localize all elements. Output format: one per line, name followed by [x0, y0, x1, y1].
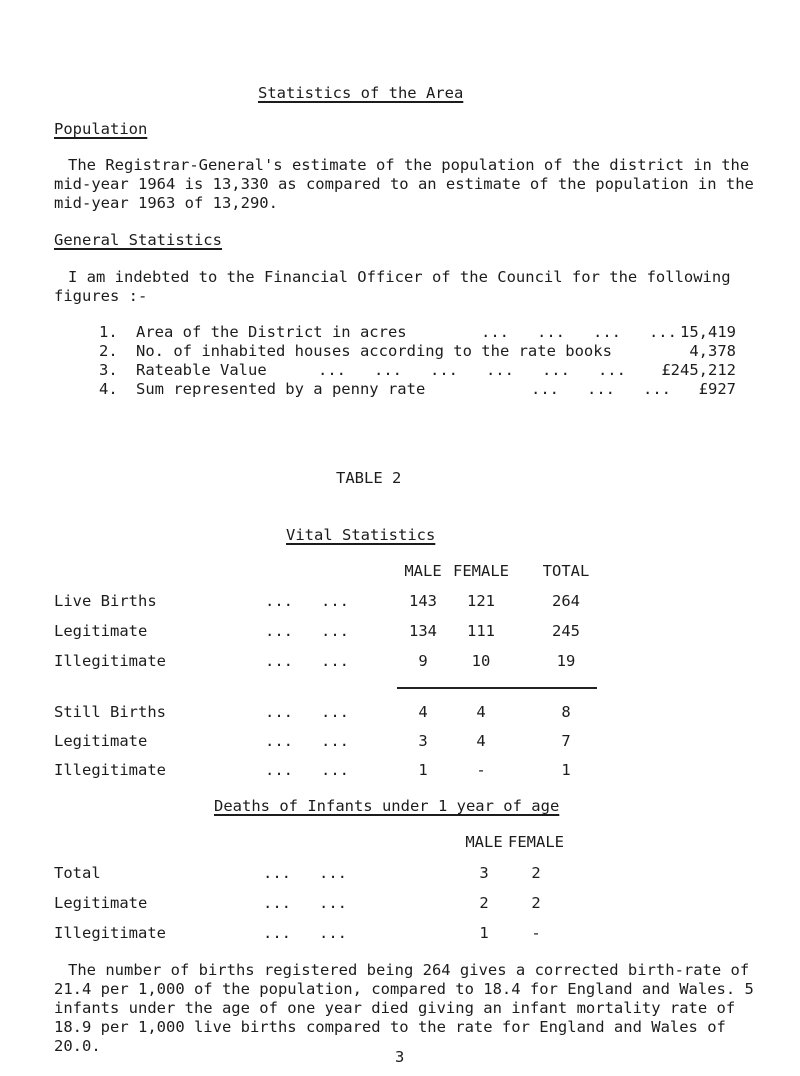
- row-label: Legitimate: [54, 732, 148, 750]
- column-header-female: FEMALE: [508, 833, 564, 851]
- row-label: Illegitimate: [54, 652, 166, 670]
- figure-label: Rateable Value: [136, 361, 267, 379]
- row-leader-dots: ... ...: [263, 864, 347, 882]
- cell-total: 264: [552, 592, 580, 610]
- figure-label: Sum represented by a penny rate: [136, 380, 426, 398]
- cell-total: 19: [556, 652, 576, 670]
- column-header-female: FEMALE: [453, 562, 509, 580]
- column-header-total: TOTAL: [542, 562, 590, 580]
- row-leader-dots: ... ...: [265, 761, 349, 779]
- row-label: Live Births: [54, 592, 157, 610]
- cell-female: -: [531, 924, 541, 942]
- figure-value: 15,419: [680, 323, 736, 341]
- general-intro-line1: I am indebted to the Financial Officer of the Council for the following: [68, 268, 731, 286]
- figure-leader-dots: ... ... ... ... ... ...: [318, 361, 626, 379]
- row-leader-dots: ... ...: [265, 592, 349, 610]
- figure-label: No. of inhabited houses according to the rate books: [136, 342, 612, 360]
- cell-total: 8: [561, 703, 571, 721]
- figure-value: £245,212: [661, 361, 736, 379]
- cell-male: 1: [418, 761, 428, 779]
- figure-label: Area of the District in acres: [136, 323, 407, 341]
- page-number: 3: [395, 1048, 405, 1066]
- infant-deaths-heading: Deaths of Infants under 1 year of age: [214, 797, 560, 815]
- table-label: TABLE 2: [336, 469, 402, 487]
- figure-leader-dots: ... ... ... ...: [481, 323, 677, 341]
- general-statistics-heading: General Statistics: [54, 231, 222, 249]
- population-heading: Population: [54, 120, 148, 138]
- cell-female: 4: [476, 732, 486, 750]
- birth-rate-paragraph: The number of births registered being 264 gives a corrected birth-rate of 21.4 per 1,000 of the population, compared to 18.4 for England and Wales. 5 infants under the age of one year died giving an infant mortality rate of 18.9 per 1,000 live births compared to the rate for England and Wales of 20.0.: [54, 961, 754, 1055]
- figure-number: 4.: [99, 380, 118, 398]
- figure-number: 3.: [99, 361, 118, 379]
- table-divider: [397, 687, 597, 689]
- cell-male: 3: [418, 732, 428, 750]
- cell-male: 134: [409, 622, 437, 640]
- row-leader-dots: ... ...: [263, 894, 347, 912]
- cell-female: -: [476, 761, 486, 779]
- row-leader-dots: ... ...: [265, 652, 349, 670]
- population-paragraph: The Registrar-General's estimate of the population of the district in the mid-year 1964 is 13,330 as compared to an estimate of the population in the mid-year 1963 of 13,290.: [54, 156, 754, 212]
- cell-total: 245: [552, 622, 580, 640]
- cell-female: 2: [531, 864, 541, 882]
- row-label: Still Births: [54, 703, 166, 721]
- row-label: Total: [54, 864, 101, 882]
- row-label: Illegitimate: [54, 924, 166, 942]
- cell-male: 2: [479, 894, 489, 912]
- row-leader-dots: ... ...: [263, 924, 347, 942]
- vital-statistics-heading: Vital Statistics: [286, 526, 436, 544]
- cell-male: 143: [409, 592, 437, 610]
- cell-female: 10: [471, 652, 491, 670]
- row-label: Illegitimate: [54, 761, 166, 779]
- row-leader-dots: ... ...: [265, 703, 349, 721]
- figure-leader-dots: ... ... ...: [531, 380, 671, 398]
- cell-female: 4: [476, 703, 486, 721]
- column-header-male: MALE: [404, 562, 442, 580]
- page-title: Statistics of the Area: [258, 84, 464, 102]
- cell-male: 1: [479, 924, 489, 942]
- cell-total: 7: [561, 732, 571, 750]
- cell-male: 4: [418, 703, 428, 721]
- figure-number: 2.: [99, 342, 118, 360]
- cell-female: 111: [467, 622, 495, 640]
- figure-value: 4,378: [689, 342, 736, 360]
- general-intro-line2: figures :-: [54, 287, 148, 305]
- cell-female: 121: [467, 592, 495, 610]
- column-header-male: MALE: [465, 833, 503, 851]
- figure-value: £927: [698, 380, 736, 398]
- row-leader-dots: ... ...: [265, 732, 349, 750]
- row-label: Legitimate: [54, 622, 148, 640]
- figure-number: 1.: [99, 323, 118, 341]
- cell-female: 2: [531, 894, 541, 912]
- cell-male: 3: [479, 864, 489, 882]
- row-leader-dots: ... ...: [265, 622, 349, 640]
- cell-male: 9: [418, 652, 428, 670]
- row-label: Legitimate: [54, 894, 148, 912]
- cell-total: 1: [561, 761, 571, 779]
